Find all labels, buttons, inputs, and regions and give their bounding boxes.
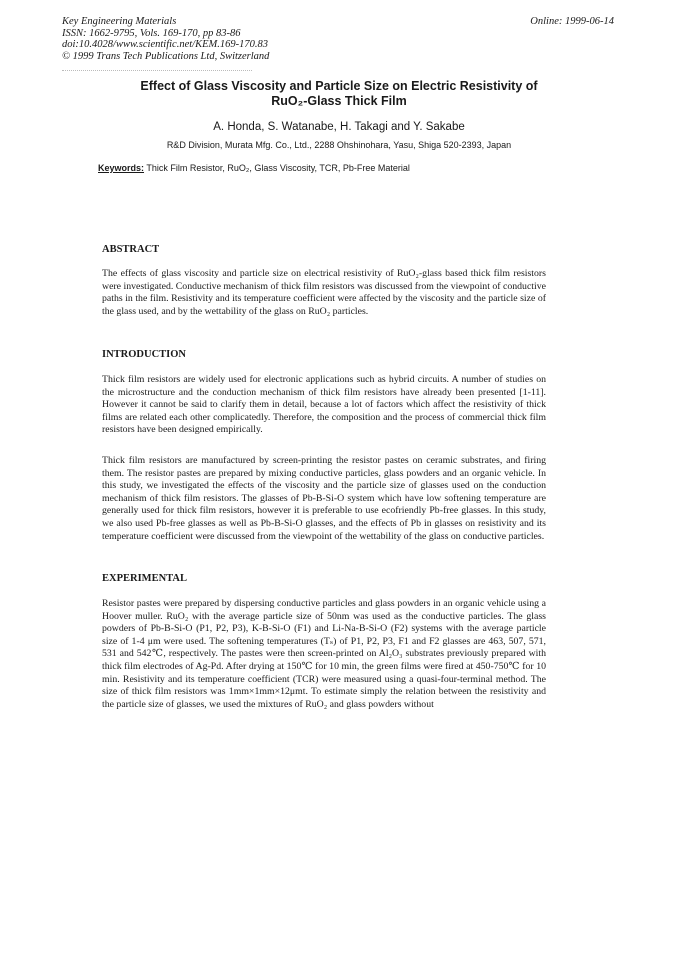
affiliation: R&D Division, Murata Mfg. Co., Ltd., 2288 Ohshinohara, Yasu, Shiga 520-2393, Japan — [166, 140, 512, 150]
journal-doi: doi:10.4028/www.scientific.net/KEM.169-170.83 — [62, 39, 268, 50]
abstract-heading: ABSTRACT — [102, 244, 160, 255]
keywords-text: Thick Film Resistor, RuO₂, Glass Viscosity, TCR, Pb-Free Material — [146, 163, 410, 173]
abstract-paragraph: The effects of glass viscosity and particle size on electrical resistivity of RuO₂-glass based thick film resistors were investigated. Conductive mechanism of thick film resistors was discussed from the viewpoint of conductive paths in the film. Resistivity and its temperature coefficient were affected by the viscosity and the particle size of the glass used, and by the wettability of the glass on RuO₂ particles. — [102, 268, 546, 317]
authors: A. Honda, S. Watanabe, H. Takagi and Y. Sakabe — [213, 121, 465, 133]
introduction-heading: INTRODUCTION — [102, 349, 187, 360]
journal-issn: ISSN: 1662-9795, Vols. 169-170, pp 83-86 — [62, 27, 241, 39]
title-line-1: Effect of Glass Viscosity and Particle Size on Electric Resistivity of — [140, 79, 538, 93]
keywords — [98, 163, 410, 173]
introduction-paragraph-1: Thick film resistors are widely used for electronic applications such as hybrid circuits. A number of studies on the microstructure and the conduction mechanism of thick film resistors have already been presented [1-11]. However it cannot be said to clarify them in detail, because a lot of factors which affect the resistivity of thick films are related each other complicatedly. Therefore, the composition and the process of commercial thick film resistors have been designed empirically. — [102, 374, 546, 436]
journal-copyright: © 1999 Trans Tech Publications Ltd, Switzerland — [62, 50, 270, 62]
online-date: Online: 1999-06-14 — [530, 16, 614, 27]
keywords-label: Keywords: — [98, 163, 145, 173]
faint-divider — [62, 70, 252, 73]
introduction-paragraph-2: Thick film resistors are manufactured by screen-printing the resistor pastes on ceramic substrates, and firing them. The resistor pastes are prepared by mixing conductive particles, glass powders and an organic vehicle. In this study, we investigated the effects of the viscosity and the particle size of glasses used on the conduction mechanism of thick film resistors. The glasses of Pb-B-Si-O system which have low softening temperature are generally used for thick film resistors, however it is preferable to use ecofriendly Pb-free glasses. In this study, we also used Pb-free glasses as well as Pb-B-Si-O glasses, and the effects of Pb in glasses on resistivity and its temperature coefficient were discussed from the viewpoint of the wettability of the glass on conductive particles. — [102, 455, 546, 542]
journal-header — [62, 16, 269, 62]
title-line-2: RuO₂-Glass Thick Film — [271, 94, 407, 108]
experimental-heading: EXPERIMENTAL — [102, 573, 187, 584]
journal-name: Key Engineering Materials — [62, 16, 177, 27]
experimental-paragraph: Resistor pastes were prepared by dispersing conductive particles and glass powders in an organic vehicle using a Hoover muller. RuO₂ with the average particle size of 50nm was used as the conductive particles. The glass powders of Pb-B-Si-O (P1, P2, P3), K-B-Si-O (F1) and Li-Na-B-Si-O (F2) systems with the average particle size of 1-4 μm were used. The softening temperatures (Tₛ) of P1, P2, P3, F1 and F2 glasses are 463, 507, 571, 531 and 542℃, respectively. The pastes were then screen-printed on Al₂O₃ substrates previously prepared with thick film electrodes of Ag-Pd. After drying at 150℃ for 10 min, the green films were fired at 450-750℃ for 10 min. Resistivity and its temperature coefficient (TCR) were measured using a quasi-four-terminal method. The size of thick film resistors was 1mm×1mm×12μmt. To estimate simply the relation between the resistivity and the particle size of glasses, we used the mixtures of RuO₂ and glass powders without — [102, 598, 546, 710]
paper-title — [60, 79, 618, 109]
